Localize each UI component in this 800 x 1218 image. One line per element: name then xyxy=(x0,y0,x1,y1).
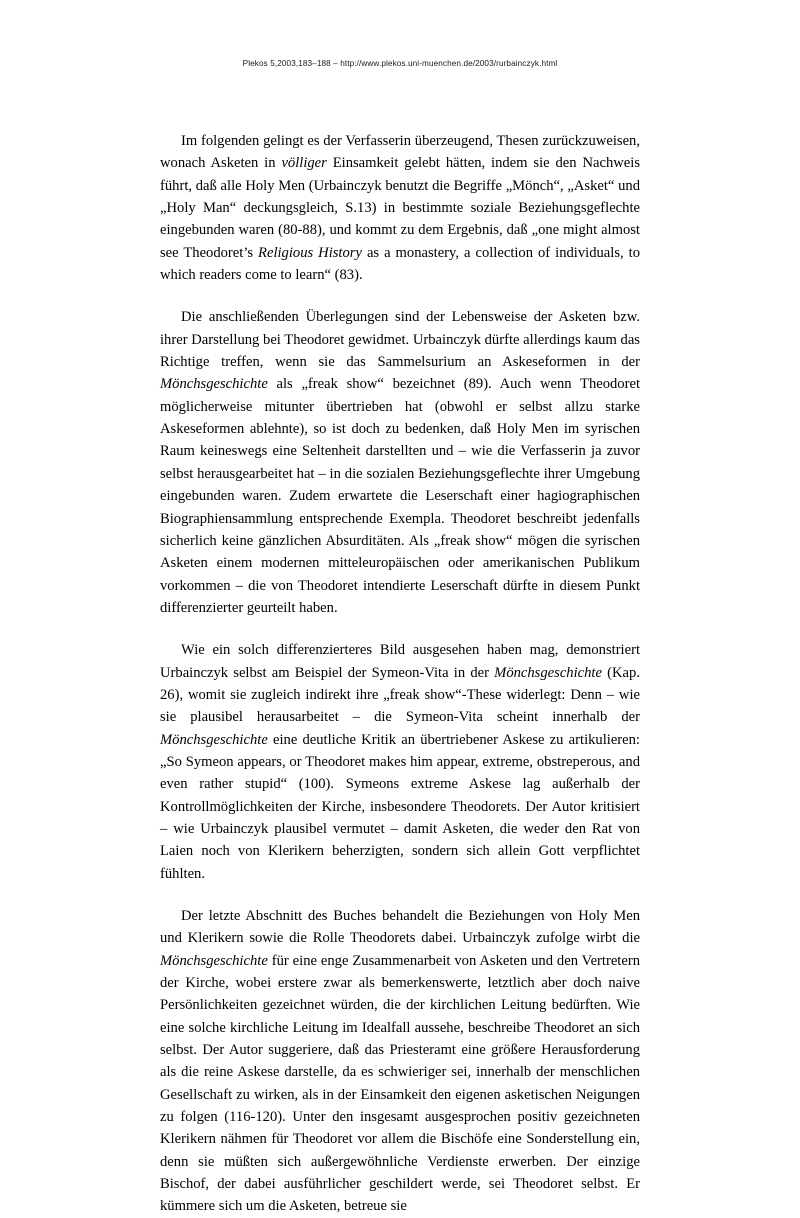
italic-run: Mönchsgeschichte xyxy=(494,664,602,681)
italic-run: Mönchsgeschichte xyxy=(160,952,268,969)
italic-run: Mönchsgeschichte xyxy=(160,731,268,748)
paragraph: Im folgenden gelingt es der Verfasserin überzeugend, Thesen zurückzuweisen, wonach Asketen in völliger Einsamkeit gelebt hätten, indem sie den Nachweis führt, daß alle Holy Men (Urbainczyk benutzt die Begriffe „Mönch“, „Asket“ und „Holy Man“ deckungsgleich, S.13) in bestimmte soziale Beziehungsgeflechte eingebunden waren (80-88), und kommt zu dem Ergebnis, daß „one might almost see Theodoret’s Religious History as a monastery, a collection of individuals, to which readers come to learn“ (83). xyxy=(160,133,641,284)
paragraph: Der letzte Abschnitt des Buches behandelt die Beziehungen von Holy Men und Klerikern sowie die Rolle Theodorets dabei. Urbainczyk zufolge wirbt die Mönchsgeschichte für eine enge Zusammenarbeit von Asketen und den Vertretern der Kirche, wobei erstere zwar als bemerkenswerte, letztlich aber doch naive Persönlichkeiten gezeichnet würden, die der kirchlichen Leitung bedürften. Wie eine solche kirchliche Leitung im Idealfall aussehe, beschreibe Theodoret an sich selbst. Der Autor suggeriere, daß das Priesteramt eine größere Herausforderung als die reine Askese darstelle, da es schwieriger sei, innerhalb der menschlichen Gesellschaft zu wirken, als in der Einsamkeit den eigenen asketischen Neigungen zu folgen (116-120). Unter den insgesamt ausgesprochen positiv gezeichneten Klerikern nähmen für Theodoret vor allem die Bischöfe eine Sonderstellung ein, denn sie müßten sich außergewöhnliche Verdienste erwerben. Der einzige Bischof, der dabei ausführlicher geschildert werde, sei Theodoret selbst. Er kümmere sich um die Asketen, betreue sie xyxy=(160,908,640,1215)
running-header: Plekos 5,2003,183–188 – http://www.plekos.uni-muenchen.de/2003/rurbainczyk.html xyxy=(242,59,558,68)
paragraph: Wie ein solch differenzierteres Bild ausgesehen haben mag, demonstriert Urbainczyk selbst am Beispiel der Symeon-Vita in der Mönchsgeschichte (Kap. 26), womit sie zugleich indirekt ihre „freak show“-These widerlegt: Denn – wie sie plausibel herausarbeitet – die Symeon-Vita scheint innerhalb der Mönchsgeschichte eine deutliche Kritik an übertriebener Askese zu artikulieren: „So Symeon appears, or Theodoret makes him appear, extreme, obstreperous, and even rather stupid“ (100). Symeons extreme Askese lag außerhalb der Kontrollmöglichkeiten der Kirche, insbesondere Theodorets. Der Autor kritisiert – wie Urbainczyk plausibel vermutet – damit Asketen, die weder den Rat von Laien noch von Klerikern beherzigten, sondern sich allein Gott verpflichtet fühlten. xyxy=(160,642,640,882)
body-text-column xyxy=(160,130,640,1218)
italic-run: Mönchsgeschichte xyxy=(160,376,268,393)
paragraph: Die anschließenden Überlegungen sind der Lebensweise der Asketen bzw. ihrer Darstellung bei Theodoret gewidmet. Urbainczyk dürfte allerdings kaum das Richtige treffen, wenn sie das Sammelsurium an Askeseformen in der Mönchsgeschichte als „freak show“ bezeichnet (89). Auch wenn Theodoret möglicherweise mitunter übertrieben hat (obwohl er selbst allzu starke Askeseformen ablehnte), so ist doch zu bedenken, daß Holy Men im syrischen Raum keineswegs eine Seltenheit darstellten und – wie die Verfasserin ja zuvor selbst herausgearbeitet hat – in die sozialen Beziehungsgeflechte ihrer Umgebung eingebunden waren. Zudem erwartete die Leserschaft einer hagiographischen Biographiensammlung entsprechende Exempla. Theodoret beschreibt jedenfalls sicherlich keine gänzlichen Absurditäten. Als „freak show“ mögen die syrischen Asketen einem modernen mitteleuropäischen oder amerikanischen Publikum vorkommen – die von Theodoret intendierte Leserschaft dürfte in diesem Punkt differenzierter geurteilt haben. xyxy=(160,309,640,616)
italic-run: völliger xyxy=(281,155,327,172)
italic-run: Religious History xyxy=(258,244,362,261)
